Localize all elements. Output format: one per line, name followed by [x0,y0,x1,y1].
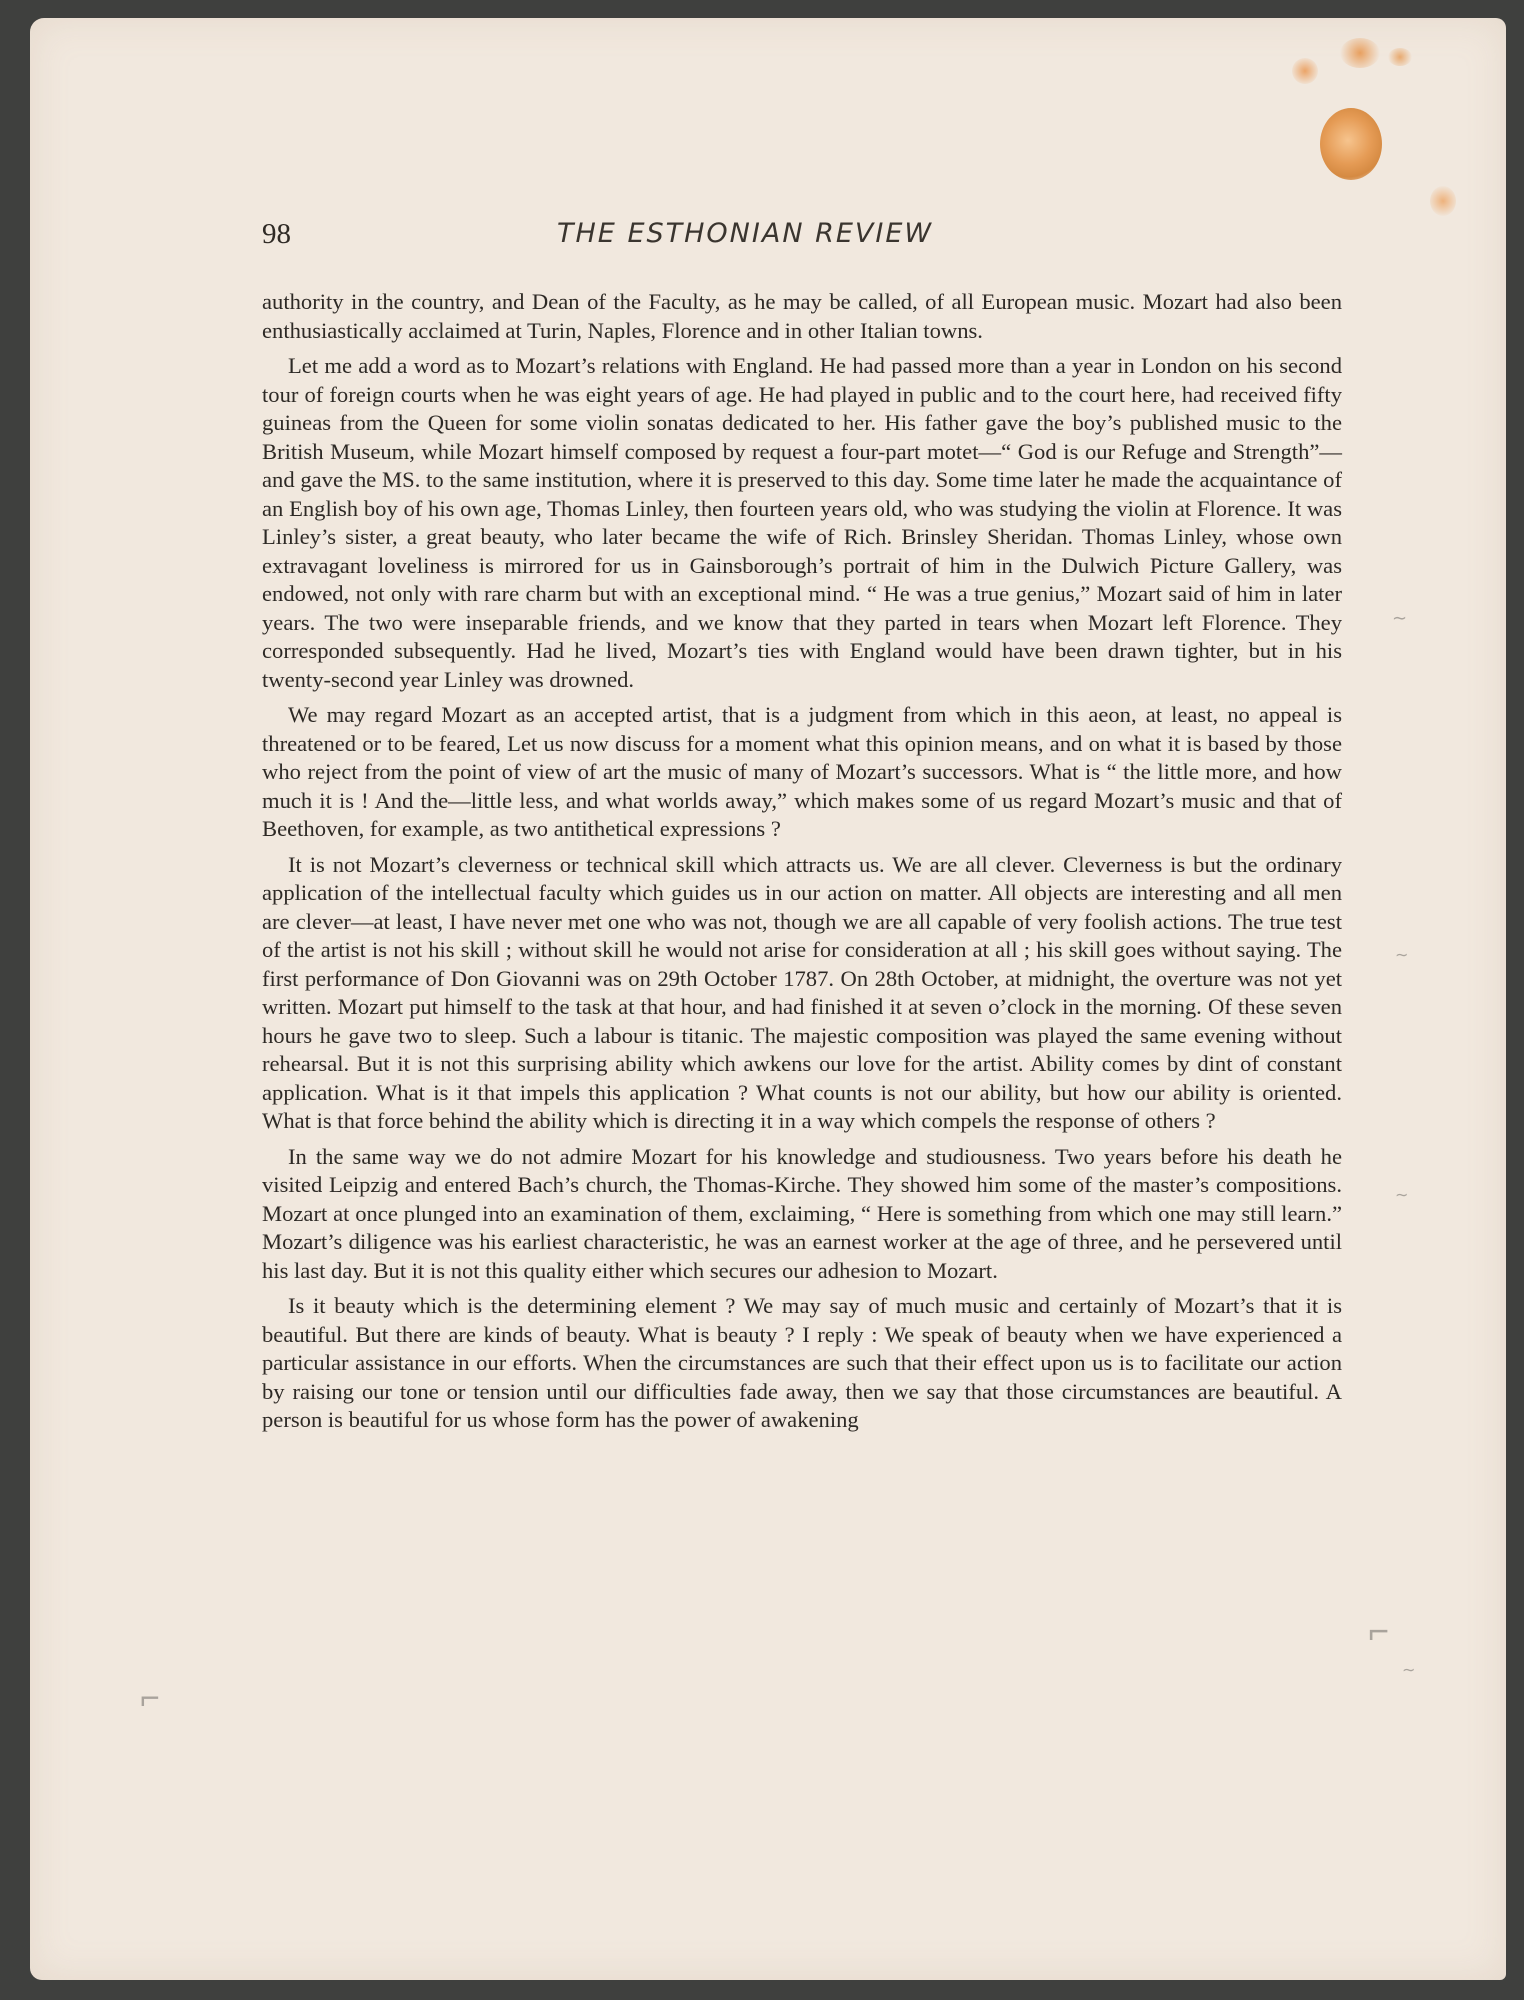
paragraph: It is not Mozart’s cleverness or technical skill which attracts us. We are all clever. Cleverness is but the ordinary application of the intellectual faculty which guides us in our action on matter. All objects are interesting and all men are clever—at least, I have never met one who was not, though we are all capable of very foolish actions. The true test of the artist is not his skill ; without skill he would not arise for consideration at all ; his skill goes without saying. The first performance of Don Giovanni was on 29th October 1787. On 28th October, at midnight, the overture was not yet written. Mozart put himself to the task at that hour, and had finished it at seven o’clock in the morning. Of these seven hours he gave two to sleep. Such a labour is titanic. The majestic composition was played the same evening without rehearsal. But it is not this surprising ability which awkens our love for the artist. Ability comes by dint of constant application. What is it that impels this application ? What counts is not our ability, but how our ability is oriented. What is that force behind the ability which is directing it in a way which compels the response of others ? [262,851,1342,1133]
rust-stain [1388,48,1412,66]
paragraph: Let me add a word as to Mozart’s relations with England. He had passed more than a year in London on his second tour of foreign courts when he was eight years of age. He had played in public and to the court here, had received fifty guineas from the Queen for some violin sonatas dedicated to her. His father gave the boy’s published music to the British Museum, while Mozart himself composed by request a four-part motet—“ God is our Refuge and Strength”—and gave the MS. to the same institution, where it is preserved to this day. Some time later he made the acquaintance of an English boy of his own age, Thomas Linley, then fourteen years old, who was studying the violin at Florence. It was Linley’s sister, a great beauty, who later became the wife of Rich. Brinsley Sheridan. Thomas Linley, whose own extravagant loveliness is mirrored for us in Gainsborough’s portrait of him in the Dulwich Picture Gallery, was endowed, not only with rare charm but with an exceptional mind. “ He was a true genius,” Mozart said of him in later years. The two were inseparable friends, and we know that they parted in tears when Mozart left Florence. They corresponded subsequently. Had he lived, Mozart’s ties with England would have been drawn tighter, but in his twenty-second year Linley was drowned. [262,353,1342,692]
paragraph: authority in the country, and Dean of the Faculty, as he may be called, of all European music. Mozart had also been enthusiastically acclaimed at Turin, Naples, Florence and in other Italian towns. [262,289,1342,343]
rust-stain [1320,108,1382,180]
pencil-mark: ∼ [1395,945,1409,964]
running-head: THE ESTHONIAN REVIEW [557,218,934,249]
pencil-mark: ⌐ [1368,1611,1390,1652]
pencil-mark: ∼ [1402,1660,1416,1679]
rust-stain [1292,58,1318,84]
rust-stain [1430,186,1456,216]
pencil-mark: ∼ [1395,1185,1409,1204]
paragraph: We may regard Mozart as an accepted artist, that is a judgment from which in this aeon, at least, no appeal is threatened or to be feared, Let us now discuss for a moment what this opinion means, and on what it is based by those who reject from the point of view of art the music of many of Mozart’s successors. What is “ the little more, and how much it is ! And the—little less, and what worlds away,” which makes some of us regard Mozart’s music and that of Beethoven, for example, as two antithetical expressions ? [262,702,1342,841]
paragraph: In the same way we do not admire Mozart for his knowledge and studiousness. Two years before his death he visited Leipzig and entered Bach’s church, the Thomas-Kirche. They showed him some of the master’s compositions. Mozart at once plunged into an examination of them, exclaiming, “ Here is something from which one may still learn.” Mozart’s diligence was his earliest characteristic, he was an earnest worker at the age of three, and he persevered until his last day. But it is not this quality either which secures our adhesion to Mozart. [262,1143,1342,1283]
rust-stain [1340,38,1380,68]
pencil-mark: ⌐ [140,1678,160,1718]
pencil-mark: ∼ [1392,608,1408,629]
page-header [262,218,1342,258]
page-number: 98 [262,218,291,250]
body-text [262,288,1342,1442]
paragraph: Is it beauty which is the determining element ? We may say of much music and certainly of Mozart’s that it is beautiful. But there are kinds of beauty. What is beauty ? I reply : We speak of beauty when we have experienced a particular assistance in our efforts. When the circumstances are such that their effect upon us is to facilitate our action by raising our tone or tension until our difficulties fade away, then we say that those circumstances are beautiful. A person is beautiful for us whose form has the power of awakening [262,1293,1342,1432]
